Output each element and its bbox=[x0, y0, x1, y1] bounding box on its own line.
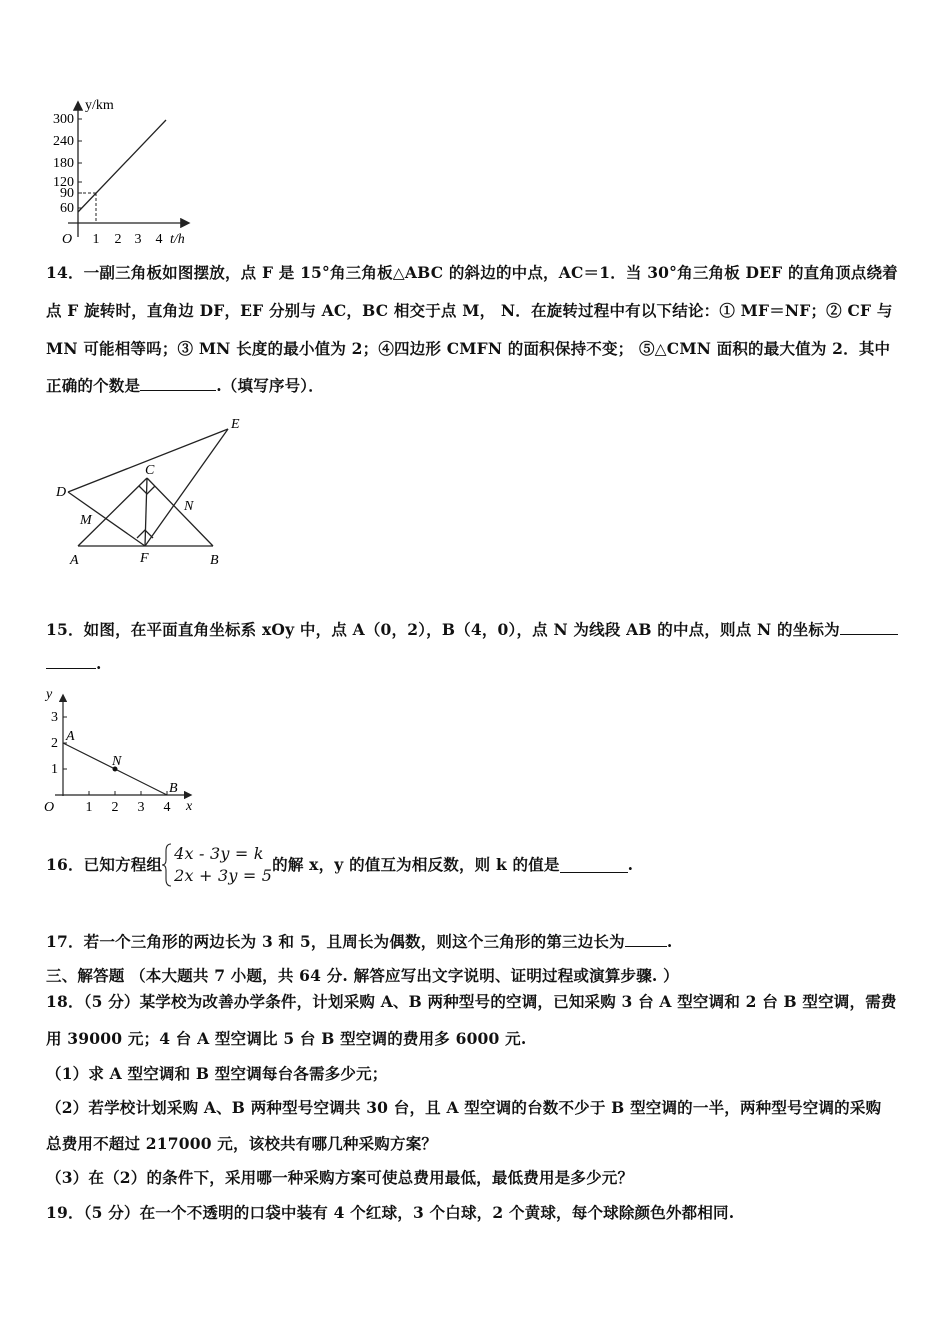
svg-text:B: B bbox=[210, 553, 219, 568]
svg-text:240: 240 bbox=[53, 134, 74, 149]
q18-part1: （1）求 A 型空调和 B 型空调每台各需多少元； bbox=[46, 1064, 388, 1083]
equation-system bbox=[162, 843, 272, 887]
svg-text:E: E bbox=[231, 417, 240, 432]
q15-line1 bbox=[46, 618, 898, 640]
svg-text:N: N bbox=[184, 499, 194, 514]
svg-text:3: 3 bbox=[134, 232, 142, 247]
q18-line2: 用 39000 元；4 台 A 型空调比 5 台 B 型空调的费用多 6000 元. bbox=[46, 1029, 527, 1048]
svg-text:4: 4 bbox=[163, 800, 171, 815]
svg-text:180: 180 bbox=[53, 156, 74, 171]
q16-line bbox=[46, 843, 633, 887]
segment-DE bbox=[68, 429, 228, 492]
svg-text:4: 4 bbox=[155, 232, 163, 247]
y-axis-label: y/km bbox=[85, 98, 114, 113]
distance-time-graph bbox=[38, 95, 198, 250]
x-ticks bbox=[93, 232, 163, 247]
q16-answer-blank[interactable] bbox=[560, 858, 628, 873]
q18-part2-line1: （2）若学校计划采购 A、B 两种型号空调共 30 台，且 A 型空调的台数不少于 B 型空调的一半，两种型号空调的采购 bbox=[46, 1098, 882, 1117]
q14-line4-text: 正确的个数是 bbox=[46, 376, 141, 395]
svg-text:2: 2 bbox=[114, 232, 122, 247]
q14-line2: 点 F 旋转时，直角边 DF，EF 分别与 AC，BC 相交于点 M， N．在旋转过程中有以下结论：① MF＝NF；② CF 与 bbox=[46, 301, 893, 320]
svg-text:3: 3 bbox=[51, 710, 58, 725]
svg-text:A: A bbox=[66, 729, 75, 744]
svg-text:N: N bbox=[112, 754, 122, 769]
svg-text:1: 1 bbox=[92, 232, 100, 247]
svg-text:60: 60 bbox=[60, 201, 74, 216]
q14-line1: 14．一副三角板如图摆放，点 F 是 15°角三角板△ABC 的斜边的中点，AC＝1．当 30°角三角板 DEF 的直角顶点绕着 bbox=[46, 263, 898, 282]
q18-line1: 18．（5 分）某学校为改善办学条件，计划采购 A、B 两种型号的空调，已知采购 3 台 A 型空调和 2 台 B 型空调，需费 bbox=[46, 992, 897, 1011]
origin-label: O bbox=[62, 232, 73, 247]
segment-CB bbox=[147, 478, 213, 546]
triangle-figure bbox=[50, 412, 260, 572]
q16-end: . bbox=[627, 855, 634, 874]
svg-text:2: 2 bbox=[111, 800, 119, 815]
origin-label: O bbox=[44, 800, 55, 815]
svg-text:M: M bbox=[80, 513, 92, 528]
segment-EF bbox=[145, 429, 228, 546]
svg-text:300: 300 bbox=[53, 112, 74, 127]
q17-end: . bbox=[666, 932, 673, 951]
q19-line1: 19．（5 分）在一个不透明的口袋中装有 4 个红球，3 个白球，2 个黄球，每个球除颜色外都相同. bbox=[46, 1203, 735, 1222]
q15-answer-blank[interactable] bbox=[840, 620, 898, 635]
q15-line2-end: . bbox=[96, 654, 102, 673]
y-ticks bbox=[51, 710, 58, 777]
q17-text: 17．若一个三角形的两边长为 3 和 5，且周长为偶数，则这个三角形的第三边长为 bbox=[46, 932, 625, 951]
x-axis-label: t/h bbox=[170, 232, 185, 247]
svg-text:120: 120 bbox=[53, 175, 74, 190]
svg-text:3: 3 bbox=[137, 800, 145, 815]
svg-text:B: B bbox=[169, 781, 178, 796]
svg-text:A: A bbox=[70, 553, 79, 568]
q14-answer-blank[interactable] bbox=[140, 376, 216, 391]
q15-answer-blank-cont[interactable] bbox=[46, 654, 96, 669]
q14-line4-end: .（填写序号）． bbox=[216, 376, 324, 395]
segment-CF bbox=[145, 478, 147, 546]
brace-icon bbox=[162, 843, 172, 887]
x-ticks bbox=[86, 800, 171, 815]
svg-text:F: F bbox=[140, 551, 149, 566]
y-ticks bbox=[53, 112, 74, 216]
equation-2: 2x + 3y = 5 bbox=[174, 866, 273, 885]
svg-text:1: 1 bbox=[85, 800, 93, 815]
coordinate-graph bbox=[40, 684, 210, 819]
point-labels bbox=[65, 729, 178, 796]
q15-text: 15．如图，在平面直角坐标系 xOy 中，点 A（0，2），B（4，0），点 N 为线段 AB 的中点，则点 N 的坐标为 bbox=[46, 620, 840, 639]
svg-text:C: C bbox=[145, 463, 155, 478]
x-axis-label: x bbox=[186, 799, 193, 814]
q18-part3: （3）在（2）的条件下，采用哪一种采购方案可使总费用最低，最低费用是多少元？ bbox=[46, 1168, 634, 1187]
q17-answer-blank[interactable] bbox=[625, 932, 667, 947]
q16-suffix: 的解 x，y 的值互为相反数，则 k 的值是 bbox=[272, 855, 560, 874]
equation-1: 4x - 3y = k bbox=[174, 844, 264, 863]
section3-title: 三、解答题 （本大题共 7 小题，共 64 分. 解答应写出文字说明、证明过程或演算步骤. ） bbox=[46, 966, 679, 985]
segment-AC bbox=[78, 478, 147, 546]
q14-line3: MN 可能相等吗；③ MN 长度的最小值为 2；④四边形 CMFN 的面积保持不变； ⑤△CMN 面积的最大值为 2．其中 bbox=[46, 339, 891, 358]
distance-line bbox=[78, 120, 166, 212]
q18-part2-line2: 总费用不超过 217000 元，该校共有哪几种采购方案？ bbox=[46, 1134, 438, 1153]
svg-text:D: D bbox=[56, 485, 67, 500]
q16-prefix: 16．已知方程组 bbox=[46, 855, 163, 874]
q17-line bbox=[46, 930, 672, 952]
svg-text:1: 1 bbox=[51, 762, 58, 777]
svg-text:90: 90 bbox=[60, 186, 74, 201]
svg-text:2: 2 bbox=[51, 736, 58, 751]
q15-line2 bbox=[46, 654, 102, 673]
y-axis-label: y bbox=[46, 687, 53, 702]
q14-line4 bbox=[46, 374, 324, 396]
